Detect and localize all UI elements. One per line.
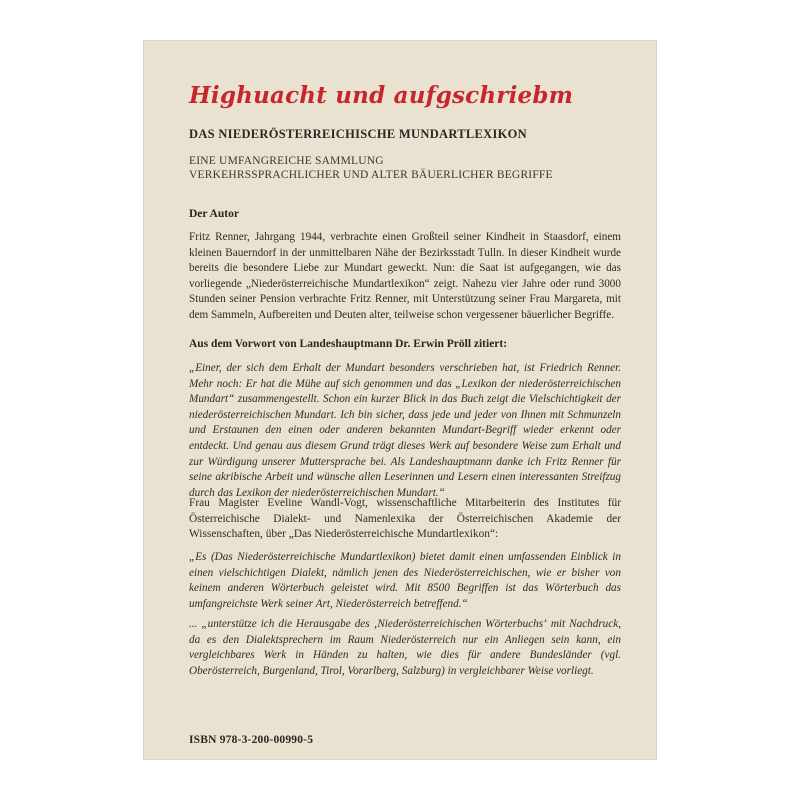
author-heading: Der Autor: [189, 208, 239, 220]
isbn: ISBN 978-3-200-00990-5: [189, 734, 314, 746]
book-title: Highuacht und aufgschriebm: [189, 82, 574, 109]
tagline-line-2: VERKEHRSSPRACHLICHER UND ALTER BÄUERLICHER BEGRIFFE: [189, 169, 553, 181]
author-paragraph: Fritz Renner, Jahrgang 1944, verbrachte einen Großteil seiner Kindheit in Staasdorf, einem kleinen Bauerndorf in der unmittelbaren Nähe der Bezirksstadt Tulln. In dieser Kindheit wurde bereits die besondere Liebe zur Mundart geweckt. Nun: die Saat ist aufgegangen, wie das vorliegende „Niederösterreichische Mundartlexikon“ zeigt. Nahezu vier Jahre oder rund 3000 Stunden seiner Pension verbrachte Fritz Renner, mit Unterstützung seiner Frau Margareta, mit dem Sammeln, Aufbereiten und Deuten alter, teilweise schon vergessener bäuerlicher Begriffe.: [189, 231, 621, 321]
expert-quote-1: „Es (Das Niederösterreichische Mundartlexikon) bietet damit einen umfassenden Einblick in einen vielschichtigen Dialekt, nämlich jenen des Niederösterreichischen, wie er bisher von keinem anderen Wörterbuch geleistet wird. Mit 8500 Begriffen ist das Wörterbuch das umfangreichste Werk seiner Art, Niederösterreich betreffend.“: [189, 551, 621, 610]
foreword-heading: Aus dem Vorwort von Landeshauptmann Dr. Erwin Pröll zitiert:: [189, 338, 508, 350]
book-back-cover: [143, 40, 657, 760]
foreword-quote: „Einer, der sich dem Erhalt der Mundart besonders verschrieben hat, ist Friedrich Renner. Mehr noch: Er hat die Mühe auf sich genommen und das „Lexikon der niederösterreichischen Mundart“ zusammengestellt. Schon ein kurzer Blick in das Buch zeigt die Vielschichtigkeit der niederösterreichischen Mundart. Ich bin sicher, dass jede und jeder von Ihnen mit Schmunzeln und Erstaunen den einen oder anderen bekannten Mundart-Begriff wieder erkennt oder entdeckt. Und genau aus diesem Grund trägt dieses Werk auf besondere Weise zum Erhalt und zur Würdigung unserer Muttersprache bei. Als Landeshauptmann danke ich Fritz Renner für seine akribische Arbeit und wünsche allen Leserinnen und Lesern einen interessanten Streifzug durch das Lexikon der niederösterreichischen Mundart.“: [189, 362, 621, 499]
expert-heading: Frau Magister Eveline Wandl-Vogt, wissenschaftliche Mitarbeiterin des Institutes für Österreichische Dialekt- und Namenlexika der Österreichischen Akademie der Wissenschaften, über „Das Niederösterreichische Mundartlexikon“:: [189, 497, 621, 541]
expert-quote-2: ... „unterstütze ich die Herausgabe des ‚Niederösterreichischen Wörterbuchs‘ mit Nachdruck, da es den Dialektsprechern im Raum Niederösterreich nur ein Anliegen sein kann, ein vergleichbares Werk in Händen zu halten, wie dies für andere Bundesländer (vgl. Oberösterreich, Burgenland, Tirol, Vorarlberg, Salzburg) in vergleichbarer Weise vorliegt.: [189, 618, 621, 677]
tagline-line-1: EINE UMFANGREICHE SAMMLUNG: [189, 155, 384, 167]
tagline: [189, 154, 553, 182]
book-subtitle: DAS NIEDERÖSTERREICHISCHE MUNDARTLEXIKON: [189, 127, 528, 141]
